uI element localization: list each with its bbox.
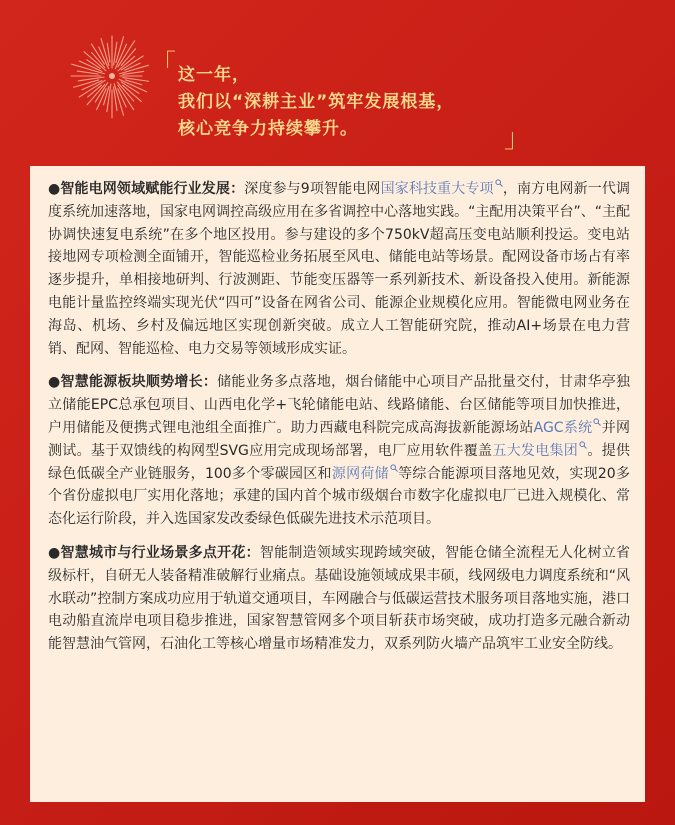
header-quote [150, 52, 530, 152]
headline [178, 62, 454, 143]
paragraph-text: 深度参与9项智能电网 [244, 181, 381, 197]
paragraph-smart-energy [48, 371, 630, 531]
paragraph-text: 智能制造领域实现跨域突破，智能仓储全流程无人化树立省级标杆，自研无人装备精准破解行业痛点。基础设施领域成果丰硕，线网级电力调度系统和“风水联动”控制方案成功应用于轨道交通项目，车网融合与低碳运营技术服务项目落地实施，港口电动船直流岸电项目稳步推进，国家智慧管网多个项目斩获市场突破，成功打造多元融合新动能智慧油气管网，石油化工等核心增量市场精准发力，双系列防火墙产品筑牢工业安全防线。 [48, 544, 631, 653]
link-national-key-project[interactable]: 国家科技重大专项 [380, 181, 494, 197]
paragraph-lead: ●智能电网领域赋能行业发展： [48, 181, 245, 197]
paragraph-text: 。提供绿色低碳全产业链服务，100多个零碳园区和 [48, 442, 631, 482]
headline-line-2: 我们以“深耕主业”筑牢发展根基， [178, 92, 455, 112]
paragraph-text: 等综合能源项目落地见效，实现20多个省份虚拟电厂实用化落地；承建的国内首个城市级烟台市数字化虚拟电厂已进入规模化、常态化运行阶段，并入选国家发改委绿色低碳先进技术示范项目。 [48, 465, 630, 528]
open-bracket: 「 [150, 50, 177, 80]
search-icon[interactable] [579, 441, 587, 449]
link-agc-system[interactable]: AGC系统 [533, 419, 593, 436]
paragraph-text: 储能业务多点落地，烟台储能中心项目产品批量交付，甘肃华亭独立储能EPC总承包项目、山西电化学+飞轮储能电站、线路储能、台区储能等项目加快推进，户用储能及便携式锂电池组全面推广。助力西藏电科院完成高海拔新能源场站 [48, 374, 631, 436]
search-icon[interactable] [495, 179, 503, 187]
firework-ray [125, 80, 141, 85]
content-card [30, 166, 645, 802]
firework-ray [78, 77, 104, 81]
headline-line-1: 这一年， [178, 65, 250, 85]
firework-ray [107, 43, 110, 62]
paragraph-text: ，南方电网新一代调度系统加速落地，国家电网调控高级应用在多省调控中心落地实践。“主配用决策平台”、“主配协调快速复电系统”在多个地区投用。参与建设的多个750kV超高压变电站顺利投运。变电站接地网专项检测全面铺开，智能巡检业务拓展至风电、储能电站等场景。配网设备市场占有率逐步提升，单相接地研判、行波测距、节能变压器等一系列新技术、新设备投入使用。新能源电能计量监控终端实现光伏“四可”设备在网省公司、能源企业规模化应用。智能微电网业务在海岛、机场、乡村及偏远地区实现创新突破。成立人工智能研究院，推动AI+场景在电力营销、配网、智能巡检、电力交易等领域形成实证。 [48, 181, 631, 357]
paragraph-smart-grid [48, 178, 630, 360]
link-source-grid-load-storage[interactable]: 源网荷储 [331, 465, 389, 482]
content-body [48, 178, 630, 667]
close-bracket: 」 [503, 124, 530, 154]
paragraph-smart-city [48, 542, 630, 656]
headline-line-3: 核心竞争力持续攀升。 [178, 119, 358, 139]
firework-decoration [66, 30, 158, 122]
paragraph-text: 并网测试。基于双馈线的构网型SVG应用完成现场部署，电厂应用软件覆盖 [48, 419, 631, 459]
paragraph-lead: ●智慧城市与行业场景多点开花： [48, 544, 260, 561]
paragraph-lead: ●智慧能源板块顺势增长： [48, 374, 218, 391]
link-five-power-groups[interactable]: 五大发电集团 [492, 442, 579, 459]
search-icon[interactable] [390, 464, 398, 472]
